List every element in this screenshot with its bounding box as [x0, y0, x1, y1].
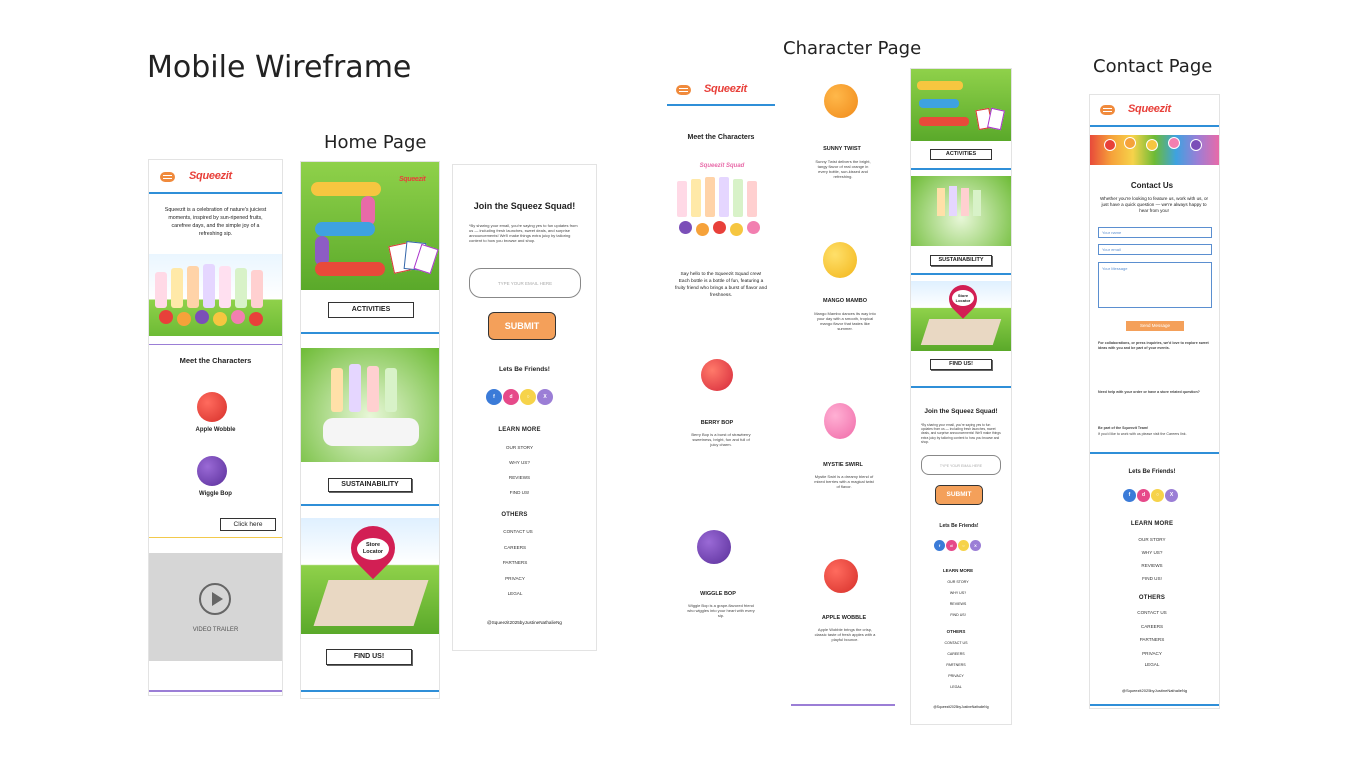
email-input[interactable]: TYPE YOUR EMAIL HERE	[469, 268, 581, 298]
contact-nav-legal[interactable]: LEGAL	[1144, 662, 1160, 667]
apple-wobble-label: Apple Wobble	[195, 427, 236, 433]
char-nav-privacy[interactable]: PRIVACY	[948, 674, 964, 678]
order-heading: Need help with your order or have a store related question?	[1098, 390, 1200, 394]
char-tiktok-icon[interactable]: d	[946, 540, 957, 551]
lets-be-friends: Lets Be Friends!	[499, 366, 550, 373]
contact-nav-why-us[interactable]: WHY US?	[1141, 550, 1163, 555]
mystie-swirl-text: Mystie Swirl is a dreamy blend of mixed berries with a magical twist of flavor.	[814, 474, 874, 489]
squad-grape-icon	[679, 221, 692, 234]
char-facebook-icon[interactable]: f	[934, 540, 945, 551]
squad-bottle-3	[705, 177, 715, 217]
play-icon[interactable]	[199, 583, 231, 615]
banner-grape-icon	[1190, 139, 1202, 151]
mango-mambo-icon	[823, 242, 857, 278]
squad-bottle-4	[719, 177, 729, 217]
contact-facebook-icon[interactable]: f	[1123, 489, 1136, 502]
mini-card-2	[987, 108, 1005, 130]
menu-icon[interactable]	[160, 172, 175, 182]
submit-button[interactable]: SUBMIT	[488, 312, 556, 340]
grape-character-icon	[195, 310, 209, 324]
home-screen-2	[301, 162, 439, 698]
contact-nav-privacy[interactable]: PRIVACY	[1142, 651, 1162, 656]
squad-apple-icon	[713, 221, 726, 234]
bottle-green	[235, 268, 247, 308]
contact-others-heading: OTHERS	[1138, 595, 1166, 601]
char-nav-our-story[interactable]: OUR STORY	[947, 580, 969, 584]
apple-wobble-name: APPLE WOBBLE	[821, 615, 867, 621]
character-screen-2	[791, 75, 895, 707]
map-base	[314, 580, 429, 626]
contact-intro: Whether you're looking to feature us, work with us, or just have a quick question — we're always happy to hear from you!	[1099, 196, 1209, 213]
apple-wobble-text: Apple Wobble brings the crisp, classic taste of fresh apples with a playful bounce.	[814, 627, 876, 642]
section-divider	[149, 344, 282, 345]
contact-divider	[1090, 452, 1219, 454]
meet-characters-heading: Meet the Characters	[179, 356, 252, 365]
berry-character-icon	[249, 312, 263, 326]
mini-eco-bottle-3	[961, 188, 969, 216]
char-nav-partners[interactable]: PARTNERS	[946, 663, 966, 667]
home-screen-1	[149, 160, 282, 695]
hero-bottles-image	[149, 254, 282, 336]
wiggle-bop-text: Wiggle Bop is a grape-flavored friend who wiggles into your heart with every sip.	[687, 603, 755, 618]
berry-bop-name: BERRY BOP	[700, 420, 734, 426]
apple-character-icon	[159, 310, 173, 324]
squad-bottle-2	[691, 179, 701, 217]
character-screen-3	[911, 69, 1011, 724]
contact-tiktok-icon[interactable]: d	[1137, 489, 1150, 502]
bottle-purple	[203, 264, 215, 308]
activities-button[interactable]: ACTIVITIES	[328, 302, 414, 318]
char-copyright: @Squeezit2025byJustineNathalieNg	[933, 705, 989, 709]
mini-store-locator-label: Store Locator	[952, 290, 974, 306]
home-screen-3	[453, 165, 596, 650]
contact-header-divider	[1090, 125, 1219, 127]
store-locator-label: Store Locator	[357, 538, 389, 560]
char-instagram-icon[interactable]: ○	[958, 540, 969, 551]
eco-bottle-3	[367, 366, 379, 412]
orange-character-icon	[177, 312, 191, 326]
menu-icon-char[interactable]	[676, 85, 691, 95]
bottle-yellow	[171, 268, 183, 308]
mango-character-icon	[213, 312, 227, 326]
char-divider-1	[911, 168, 1011, 170]
char-divider-2	[911, 273, 1011, 275]
sustainability-image	[301, 348, 439, 462]
squad-text: If you'd like to work with us please visit the Careers link.	[1098, 432, 1187, 436]
char-newsletter-body: *By sharing your email, you're saying yes to fun updates from us — including fresh launches, sweet deals, and surprise announcements! We'll make things extra juicy by tailoring content to how you browse and shop.	[921, 423, 1001, 444]
wiggle-bop-char-icon	[697, 530, 731, 564]
contact-nav-careers[interactable]: CAREERS	[1140, 624, 1164, 629]
char-submit-button[interactable]: SUBMIT	[935, 485, 983, 505]
home-intro-text: Squeezit is a celebration of nature's juiciest moments, inspired by sun-ripened fruits, carefree days, and the simple joy of a refreshing sip.	[164, 207, 267, 237]
nav-find-us[interactable]: FIND US!	[509, 490, 530, 495]
mini-eco-bottle-4	[973, 190, 981, 216]
nav-careers[interactable]: CAREERS	[503, 545, 527, 550]
berry-bop-text: Berry Bop is a burst of strawberry sweetness, bright, fun and full of juicy charm.	[691, 432, 751, 447]
char-store-locator-image	[911, 281, 1011, 351]
video-trailer-label: VIDEO TRAILER	[192, 627, 239, 633]
banner-mango-icon	[1146, 139, 1158, 151]
learn-more-heading: LEARN MORE	[498, 427, 541, 433]
char-email-input[interactable]: TYPE YOUR EMAIL HERE	[921, 455, 1001, 475]
contact-nav-our-story[interactable]: OUR STORY	[1138, 537, 1166, 542]
path-blue	[315, 222, 375, 236]
sustainability-button[interactable]: SUSTAINABILITY	[328, 478, 412, 492]
char-nav-contact-us[interactable]: CONTACT US	[944, 641, 968, 645]
contact-nav-reviews[interactable]: REVIEWS	[1141, 563, 1163, 568]
copyright-text: @Squeezit2025byJustineNathalieNg	[487, 620, 562, 625]
squad-mango-icon	[730, 223, 743, 236]
contact-copyright: @Squeezit2025byJustineNathalieNg	[1121, 688, 1188, 693]
berry-bop-icon	[701, 359, 733, 391]
eco-bottle-4	[385, 368, 397, 412]
squad-bottle-1	[677, 181, 687, 217]
nav-reviews[interactable]: REVIEWS	[508, 475, 531, 480]
brand-logo-char[interactable]: Squeezit	[704, 83, 747, 95]
contact-message-input[interactable]: Your Message	[1098, 262, 1212, 308]
click-here-button[interactable]: Click here	[220, 518, 276, 531]
squad-swirl-icon	[747, 221, 760, 234]
char-page-heading: Meet the Characters	[687, 134, 755, 141]
brand-logo[interactable]: Squeezit	[189, 170, 232, 182]
mystie-swirl-icon	[824, 403, 856, 439]
banner-swirl-icon	[1168, 137, 1180, 149]
contact-nav-partners[interactable]: PARTNERS	[1139, 637, 1165, 642]
eco-bottle-2	[349, 364, 361, 412]
recycling-base	[323, 418, 419, 446]
board-logo: Squeezit	[399, 176, 426, 183]
path-red	[315, 262, 385, 276]
mango-mambo-name: MANGO MAMBO	[823, 298, 867, 304]
header-divider	[149, 192, 282, 194]
apple-wobble-icon[interactable]	[197, 392, 227, 422]
char-learn-more-heading: LEARN MORE	[942, 568, 974, 573]
char-page-intro: Say hello to the Squeezit Squad crew! Each bottle is a bottle of fun, featuring a fruity friend who brings a burst of flavor and freshness.	[675, 272, 767, 298]
mobile-wireframe-title: Mobile Wireframe	[147, 50, 412, 85]
activities-board-game-image	[301, 162, 439, 290]
sunny-twist-icon	[824, 84, 858, 118]
char-activities-button[interactable]: ACTIVITIES	[930, 149, 992, 160]
contact-nav-find-us[interactable]: FIND US!	[1142, 576, 1162, 581]
char-footer-divider	[791, 704, 895, 706]
nav-legal[interactable]: LEGAL	[507, 591, 523, 596]
character-screen-1	[667, 75, 775, 695]
find-us-button[interactable]: FIND US!	[326, 649, 412, 665]
contact-nav-contact-us[interactable]: CONTACT US	[1137, 610, 1167, 615]
nav-privacy[interactable]: PRIVACY	[505, 576, 525, 581]
yellow-divider	[149, 537, 282, 538]
char-activities-image	[911, 69, 1011, 141]
char-nav-find-us[interactable]: FIND US!	[950, 613, 966, 617]
contact-footer-divider	[1090, 704, 1219, 706]
wiggle-bop-icon[interactable]	[197, 456, 227, 486]
x-icon[interactable]: X	[537, 389, 553, 405]
char-sustainability-image	[911, 176, 1011, 246]
home-page-title: Home Page	[324, 132, 427, 153]
bottle-pink-2	[219, 266, 231, 308]
bottle-red	[251, 270, 263, 308]
char-nav-reviews[interactable]: REVIEWS	[949, 602, 967, 606]
newsletter-title: Join the Squeez Squad!	[473, 201, 576, 211]
divider-blue-1	[301, 332, 439, 334]
play-triangle	[212, 592, 223, 606]
mystie-swirl-name: MYSTIE SWIRL	[823, 462, 863, 468]
contact-screen	[1090, 95, 1219, 708]
divider-blue-3	[301, 690, 439, 692]
squad-logo-text: Squeezit Squad	[699, 163, 745, 169]
instagram-icon[interactable]: ○	[520, 389, 536, 405]
others-heading: OTHERS	[501, 512, 528, 518]
char-newsletter-title: Join the Squeez Squad!	[924, 408, 998, 415]
mini-map-base	[921, 319, 1001, 345]
char-x-icon[interactable]: X	[970, 540, 981, 551]
divider-blue-2	[301, 504, 439, 506]
char-nav-careers[interactable]: CAREERS	[947, 652, 965, 656]
char-divider-3	[911, 386, 1011, 388]
wiggle-bop-label: Wiggle Bop	[199, 491, 232, 497]
sunny-twist-text: Sunny Twist delivers the bright, tangy flavor of real orange in every bottle, sun-kissed and refreshing.	[815, 159, 871, 179]
path-yellow	[311, 182, 381, 196]
squad-orange-icon	[696, 223, 709, 236]
contact-learn-more-heading: LEARN MORE	[1130, 521, 1174, 527]
mango-mambo-text: Mango Mambo dances its way into your day with a smooth, tropical mango flavor that tastes like summer.	[814, 311, 876, 331]
send-message-button[interactable]: Send Message	[1126, 321, 1184, 331]
swirl-character-icon	[231, 310, 245, 324]
wiggle-bop-name: WIGGLE BOP	[700, 591, 736, 597]
bottle-pink	[155, 272, 167, 308]
facebook-icon[interactable]: f	[486, 389, 502, 405]
mini-path-blue	[919, 99, 959, 108]
store-locator-image	[301, 518, 439, 634]
contact-menu-icon[interactable]	[1100, 105, 1115, 115]
nav-our-story[interactable]: OUR STORY	[505, 445, 534, 450]
sunny-twist-name: SUNNY TWIST	[823, 146, 861, 152]
mini-path-yellow	[917, 81, 963, 90]
newsletter-body: *By sharing your email, you're saying yes to fun updates from us — including fresh launches, sweet deals, and surprise announcements! We'll make things extra juicy by tailoring content to how you browse and shop.	[469, 223, 578, 243]
footer-divider	[149, 690, 282, 692]
bottle-orange	[187, 266, 199, 308]
banner-apple-icon	[1104, 139, 1116, 151]
nav-partners[interactable]: PARTNERS	[502, 560, 528, 565]
contact-page-title: Contact Page	[1093, 56, 1213, 77]
eco-bottle-1	[331, 368, 343, 412]
squad-bottle-5	[733, 179, 743, 217]
nav-why-us[interactable]: WHY US?	[509, 460, 530, 465]
char-nav-legal[interactable]: LEGAL	[950, 685, 962, 689]
contact-x-icon[interactable]: X	[1165, 489, 1178, 502]
squad-heading: Be part of the Squeezit Team!	[1098, 426, 1149, 430]
char-nav-why-us[interactable]: WHY US?	[949, 591, 967, 595]
collab-heading: For collaborations, or press inquiries, we'd love to explore sweet ideas with you and be part of your events.	[1098, 341, 1209, 350]
contact-banner-image	[1090, 135, 1219, 165]
contact-brand-logo[interactable]: Squeezit	[1128, 103, 1171, 115]
tiktok-icon[interactable]: d	[503, 389, 519, 405]
banner-orange-icon	[1124, 137, 1136, 149]
mini-eco-bottle-1	[937, 188, 945, 216]
character-page-title: Character Page	[783, 38, 922, 59]
contact-name-input[interactable]: Your name	[1098, 227, 1212, 238]
char-lets-be-friends: Lets Be Friends!	[939, 523, 979, 529]
squad-group-image	[669, 163, 773, 247]
squad-bottle-6	[747, 181, 757, 217]
video-trailer-block[interactable]	[149, 553, 282, 661]
contact-email-input[interactable]: Your email	[1098, 244, 1212, 255]
char-sustainability-button[interactable]: SUSTAINABILITY	[930, 255, 992, 266]
nav-contact-us[interactable]: CONTACT US	[503, 529, 533, 534]
char-find-us-button[interactable]: FIND US!	[930, 359, 992, 370]
contact-title: Contact Us	[1130, 181, 1174, 190]
contact-lets-be-friends: Lets Be Friends!	[1128, 469, 1176, 475]
apple-wobble-char-icon	[824, 559, 858, 593]
mini-eco-bottle-2	[949, 186, 957, 216]
mini-path-red	[919, 117, 969, 126]
char-header-divider	[667, 104, 775, 106]
contact-instagram-icon[interactable]: ○	[1151, 489, 1164, 502]
char-others-heading: OTHERS	[946, 629, 966, 634]
